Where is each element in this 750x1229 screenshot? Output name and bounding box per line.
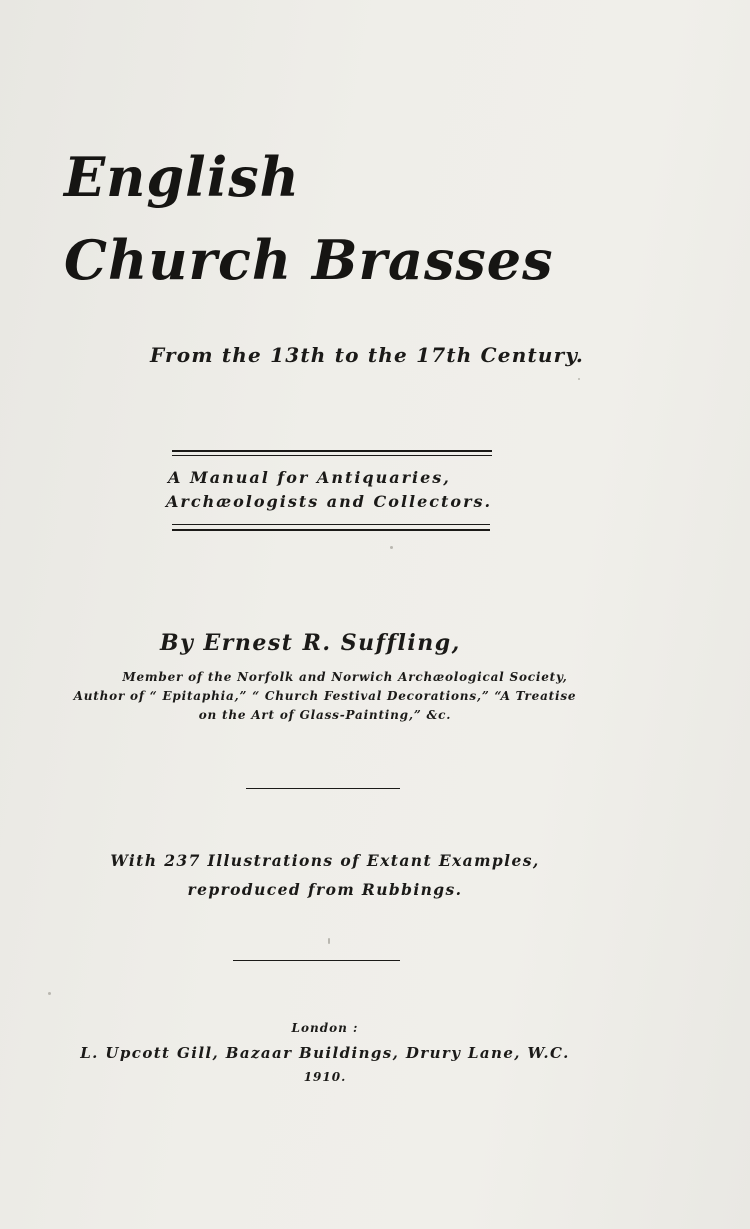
- author-credential-2: Author of “ Epitaphia,” “ Church Festival Decorations,” “A Treatise: [73, 689, 577, 703]
- book-subtitle: From the 13th to the 17th Century.: [150, 343, 585, 367]
- book-title-line-1: English: [64, 145, 300, 209]
- imprint-city: London :: [291, 1021, 359, 1035]
- author-credential-1: Member of the Norfolk and Norwich Archæological Society,: [122, 670, 568, 684]
- bottom-double-rule-upper: [172, 524, 490, 525]
- manual-line-2: Archæologists and Collectors.: [166, 492, 493, 511]
- bottom-double-rule-lower: [172, 529, 490, 531]
- paper-fleck: [48, 992, 51, 995]
- top-double-rule-upper: [172, 450, 492, 452]
- imprint-publisher: L. Upcott Gill, Bazaar Buildings, Drury Lane, W.C.: [80, 1044, 570, 1062]
- paper-fleck: [328, 938, 330, 944]
- illustrations-line-2: reproduced from Rubbings.: [187, 880, 463, 899]
- top-double-rule-lower: [172, 455, 492, 456]
- separator-rule-2: [233, 960, 400, 961]
- manual-description: [166, 466, 496, 514]
- illustrations-line-1: With 237 Illustrations of Extant Examples,: [110, 851, 540, 870]
- manual-line-1: A Manual for Antiquaries,: [168, 468, 451, 487]
- paper-fleck: [390, 546, 393, 549]
- paper-fleck: [578, 378, 580, 380]
- separator-rule-1: [246, 788, 400, 789]
- imprint-year: 1910.: [303, 1070, 347, 1084]
- book-title-line-2: Church Brasses: [64, 228, 554, 292]
- author-byline: By Ernest R. Suffling,: [160, 630, 461, 656]
- author-credential-3: on the Art of Glass-Painting,” &c.: [198, 708, 452, 722]
